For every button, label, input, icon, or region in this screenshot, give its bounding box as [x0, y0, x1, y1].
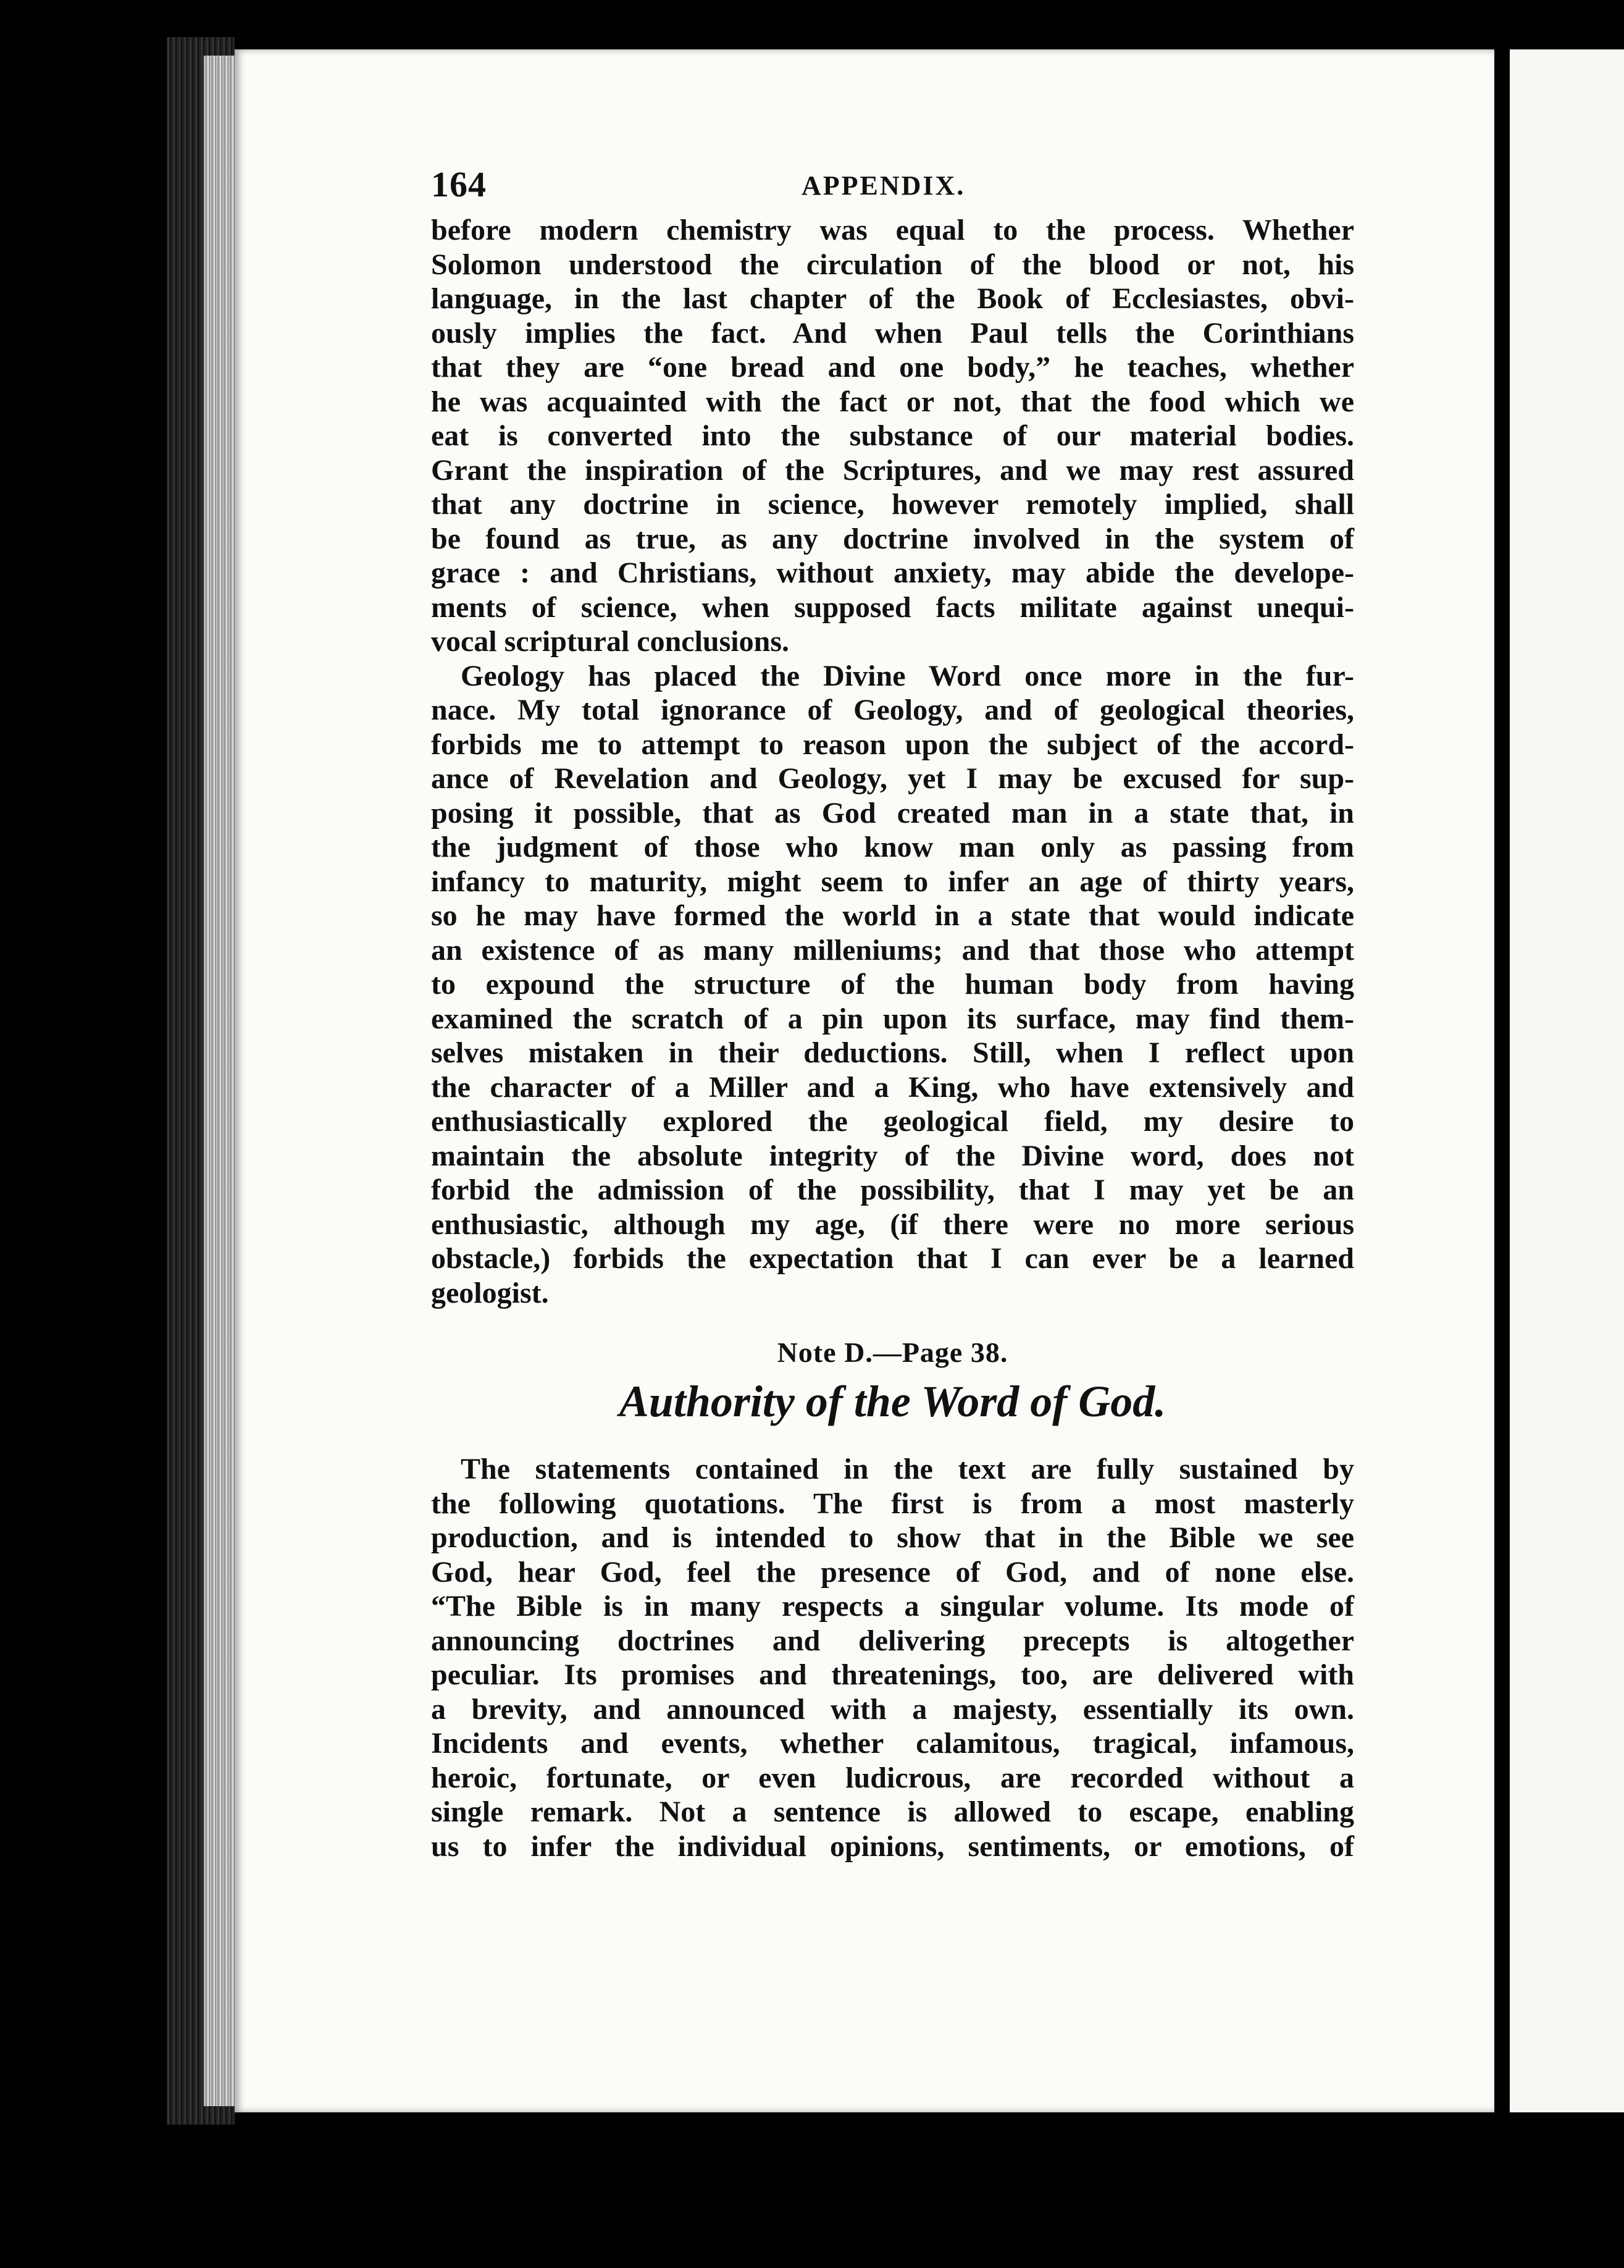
- text-line: forbid the admission of the possibility, that I may yet be an: [431, 1174, 1354, 1206]
- text-line: ments of science, when supposed facts militate against unequi-: [431, 590, 1354, 624]
- text-line: forbids me to attempt to reason upon the subject of the accord-: [431, 728, 1354, 761]
- text-line: selves mistaken in their deductions. Still, when I reflect upon: [431, 1036, 1354, 1069]
- text-line: God, hear God, feel the presence of God, and of none else.: [431, 1555, 1354, 1589]
- text-line: he was acquainted with the fact or not, that the food which we: [431, 385, 1354, 418]
- text-line: “The Bible is in many respects a singular volume. Its mode of: [431, 1590, 1354, 1623]
- text-line: maintain the absolute integrity of the Divine word, does not: [431, 1139, 1354, 1172]
- text-line: be found as true, as any doctrine involved in the system of: [431, 522, 1354, 555]
- text-line: the judgment of those who know man only as passing from: [431, 831, 1354, 863]
- text-line: that they are “one bread and one body,” he teaches, whether: [431, 351, 1354, 384]
- text-line: peculiar. Its promises and threatenings, too, are delivered with: [431, 1658, 1354, 1691]
- text-line: infancy to maturity, might seem to infer an age of thirty years,: [431, 865, 1354, 898]
- text-line: nace. My total ignorance of Geology, and of geological theories,: [431, 694, 1354, 726]
- text-line: Geology has placed the Divine Word once more in the fur-: [461, 659, 1354, 692]
- text-line: grace : and Christians, without anxiety, may abide the develope-: [431, 556, 1354, 589]
- text-line: the character of a Miller and a King, who have extensively and: [431, 1070, 1354, 1104]
- text-line: Grant the inspiration of the Scriptures, and we may rest assured: [431, 453, 1354, 487]
- text-line: a brevity, and announced with a majesty, essentially its own.: [431, 1692, 1354, 1726]
- running-title: APPENDIX.: [802, 170, 966, 201]
- text-line: us to infer the individual opinions, sentiments, or emotions, of: [431, 1829, 1354, 1863]
- note-heading: Note D.—Page 38.: [777, 1337, 1008, 1368]
- page-number: 164: [431, 164, 487, 204]
- text-line: to expound the structure of the human body from having: [431, 968, 1354, 1001]
- page-gutter: [1494, 49, 1510, 2112]
- text-line: language, in the last chapter of the Book of Ecclesiastes, obvi-: [431, 282, 1354, 315]
- text-line: before modern chemistry was equal to the process. Whether: [431, 214, 1354, 246]
- text-line: geologist.: [431, 1276, 549, 1309]
- text-line: posing it possible, that as God created man in a state that, in: [431, 796, 1354, 830]
- text-line: vocal scriptural conclusions.: [431, 625, 790, 658]
- paragraph-2: [431, 659, 1354, 1311]
- text-line: eat is converted into the substance of our material bodies.: [431, 419, 1354, 452]
- text-line: examined the scratch of a pin upon its surface, may find them-: [431, 1002, 1354, 1035]
- text-line: so he may have formed the world in a state that would indicate: [431, 899, 1354, 932]
- text-line: obstacle,) forbids the expectation that I can ever be a learned: [431, 1242, 1354, 1275]
- paragraph-3: [431, 1452, 1354, 1863]
- text-line: ously implies the fact. And when Paul tells the Corinthians: [431, 316, 1354, 350]
- text-line: the following quotations. The first is from a most masterly: [431, 1487, 1354, 1520]
- note-title: Authority of the Word of God.: [619, 1377, 1166, 1426]
- text-line: that any doctrine in science, however remotely implied, shall: [431, 488, 1354, 521]
- text-line: enthusiastically explored the geological field, my desire to: [431, 1105, 1354, 1138]
- running-head: [431, 164, 1354, 213]
- text-line: heroic, fortunate, or even ludicrous, are recorded without a: [431, 1761, 1354, 1794]
- paragraph-1: [431, 213, 1354, 659]
- text-line: an existence of as many milleniums; and that those who attempt: [431, 933, 1354, 967]
- text-line: single remark. Not a sentence is allowed to escape, enabling: [431, 1796, 1354, 1828]
- text-line: The statements contained in the text are fully sustained by: [461, 1453, 1354, 1485]
- text-line: production, and is intended to show that in the Bible we see: [431, 1521, 1354, 1554]
- page-content: [431, 164, 1354, 1863]
- text-line: Solomon understood the circulation of the blood or not, his: [431, 248, 1354, 281]
- text-line: enthusiastic, although my age, (if there were no more serious: [431, 1208, 1354, 1241]
- text-line: Incidents and events, whether calamitous, tragical, infamous,: [431, 1727, 1354, 1760]
- text-line: ance of Revelation and Geology, yet I may be excused for sup-: [431, 762, 1354, 795]
- next-page-edge: [1510, 49, 1624, 2112]
- text-line: announcing doctrines and delivering precepts is altogether: [431, 1624, 1354, 1657]
